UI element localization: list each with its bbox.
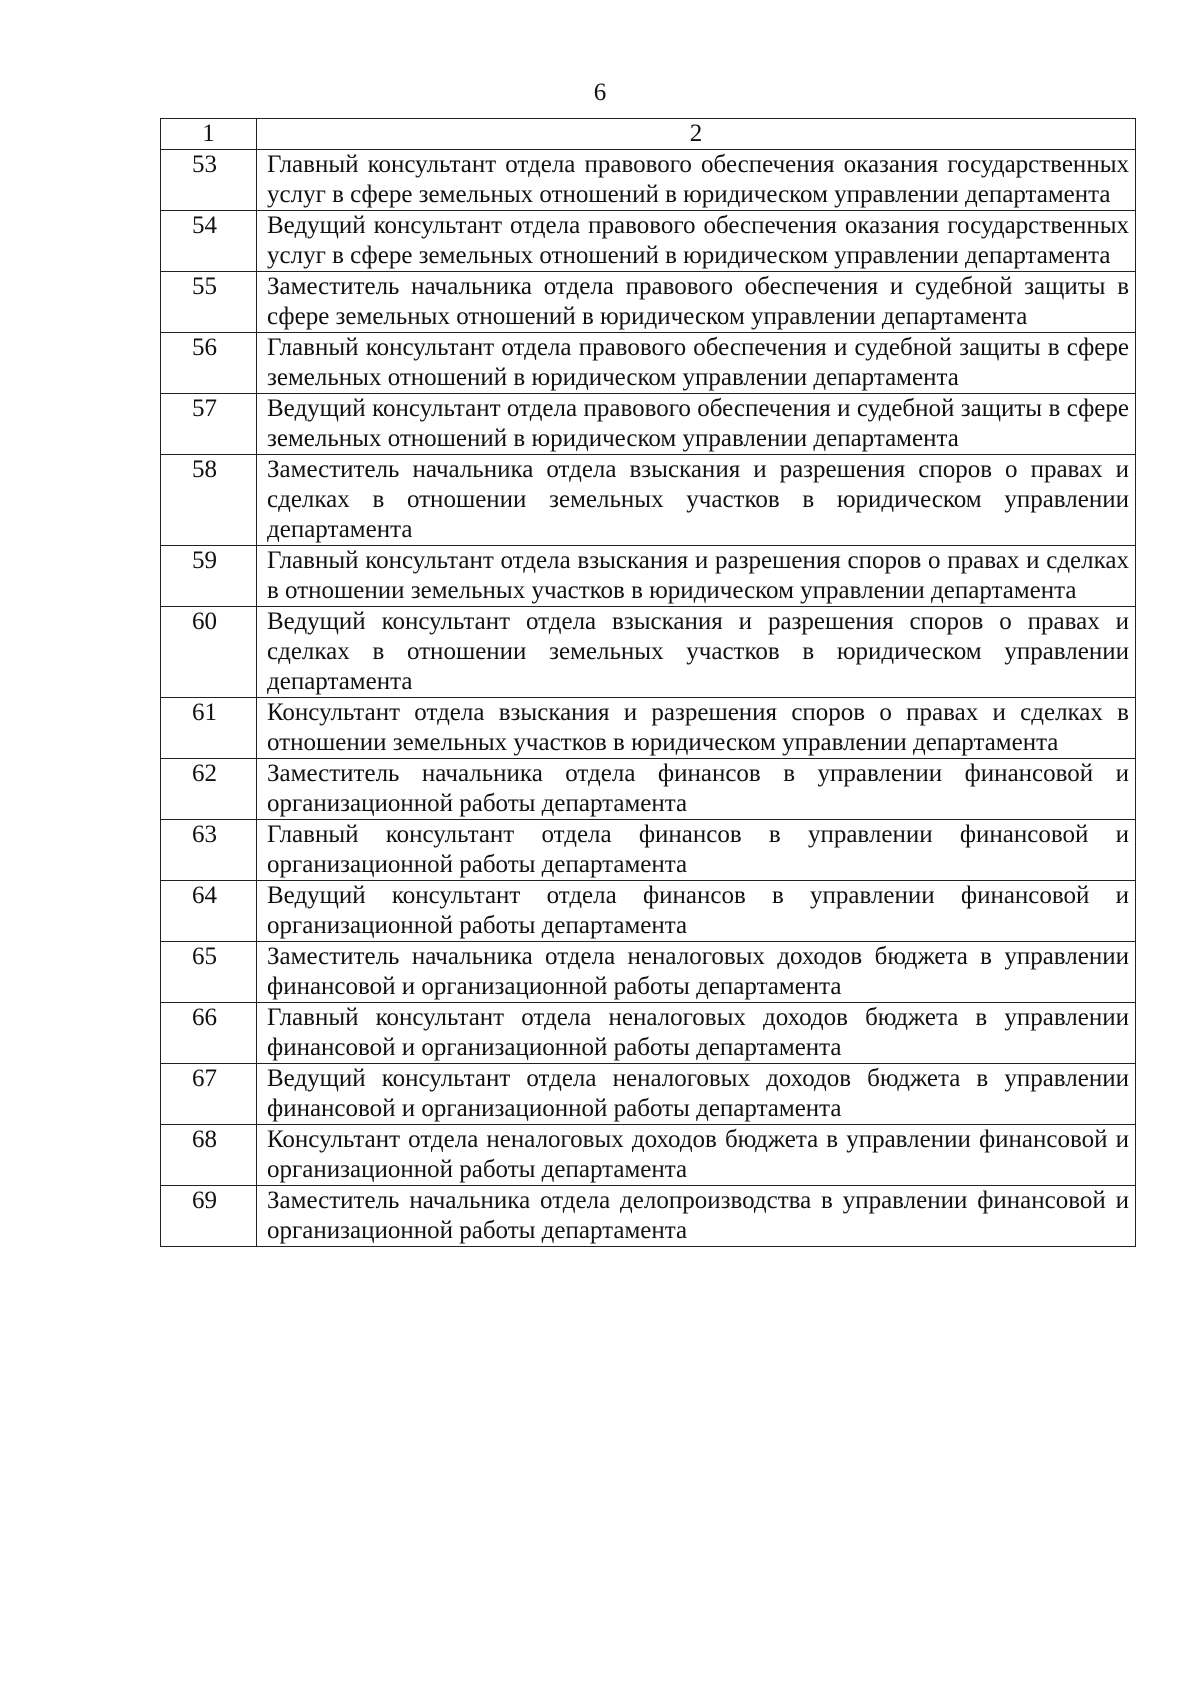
table-row [161,698,1136,759]
table-row [161,942,1136,1003]
row-number: 59 [161,546,257,607]
position-title: Заместитель начальника отдела финансов в управлении финансовой и организационной работы департамента [257,759,1136,820]
row-number: 58 [161,455,257,546]
position-title: Главный консультант отдела правового обеспечения и судебной защиты в сфере земельных отношений в юридическом управлении департамента [257,333,1136,394]
table-row [161,333,1136,394]
row-number: 64 [161,881,257,942]
row-number: 53 [161,150,257,211]
row-number: 60 [161,607,257,698]
column-header-position: 2 [257,119,1136,150]
row-number: 61 [161,698,257,759]
table-row [161,1003,1136,1064]
position-title: Главный консультант отдела неналоговых доходов бюджета в управлении финансовой и организационной работы департамента [257,1003,1136,1064]
table-row [161,1125,1136,1186]
position-title: Ведущий консультант отдела неналоговых доходов бюджета в управлении финансовой и организационной работы департамента [257,1064,1136,1125]
position-title: Ведущий консультант отдела правового обеспечения и судебной защиты в сфере земельных отношений в юридическом управлении департамента [257,394,1136,455]
table-row [161,394,1136,455]
position-title: Главный консультант отдела правового обеспечения оказания государственных услуг в сфере земельных отношений в юридическом управлении департамента [257,150,1136,211]
table-row [161,455,1136,546]
table-row [161,607,1136,698]
table-row [161,150,1136,211]
row-number: 56 [161,333,257,394]
position-title: Заместитель начальника отдела правового обеспечения и судебной защиты в сфере земельных отношений в юридическом управлении департамента [257,272,1136,333]
row-number: 67 [161,1064,257,1125]
position-title: Заместитель начальника отдела взыскания и разрешения споров о правах и сделках в отношении земельных участков в юридическом управлении департамента [257,455,1136,546]
row-number: 66 [161,1003,257,1064]
table-row [161,272,1136,333]
position-title: Ведущий консультант отдела правового обеспечения оказания государственных услуг в сфере земельных отношений в юридическом управлении департамента [257,211,1136,272]
column-header-number: 1 [161,119,257,150]
position-title: Главный консультант отдела финансов в управлении финансовой и организационной работы департамента [257,820,1136,881]
row-number: 55 [161,272,257,333]
row-number: 62 [161,759,257,820]
table-row [161,881,1136,942]
row-number: 69 [161,1186,257,1247]
table-row [161,211,1136,272]
row-number: 57 [161,394,257,455]
position-title: Консультант отдела взыскания и разрешения споров о правах и сделках в отношении земельных участков в юридическом управлении департамента [257,698,1136,759]
position-title: Ведущий консультант отдела взыскания и разрешения споров о правах и сделках в отношении земельных участков в юридическом управлении департамента [257,607,1136,698]
position-title: Консультант отдела неналоговых доходов бюджета в управлении финансовой и организационной работы департамента [257,1125,1136,1186]
row-number: 65 [161,942,257,1003]
table-row [161,1186,1136,1247]
position-title: Заместитель начальника отдела неналоговых доходов бюджета в управлении финансовой и организационной работы департамента [257,942,1136,1003]
positions-table [160,118,1136,1247]
row-number: 54 [161,211,257,272]
table-row [161,546,1136,607]
position-title: Ведущий консультант отдела финансов в управлении финансовой и организационной работы департамента [257,881,1136,942]
position-title: Заместитель начальника отдела делопроизводства в управлении финансовой и организационной работы департамента [257,1186,1136,1247]
page-number: 6 [593,79,607,106]
row-number: 63 [161,820,257,881]
row-number: 68 [161,1125,257,1186]
table-header-row [161,119,1136,150]
table-row [161,759,1136,820]
position-title: Главный консультант отдела взыскания и разрешения споров о правах и сделках в отношении земельных участков в юридическом управлении департамента [257,546,1136,607]
table-row [161,1064,1136,1125]
table-row [161,820,1136,881]
